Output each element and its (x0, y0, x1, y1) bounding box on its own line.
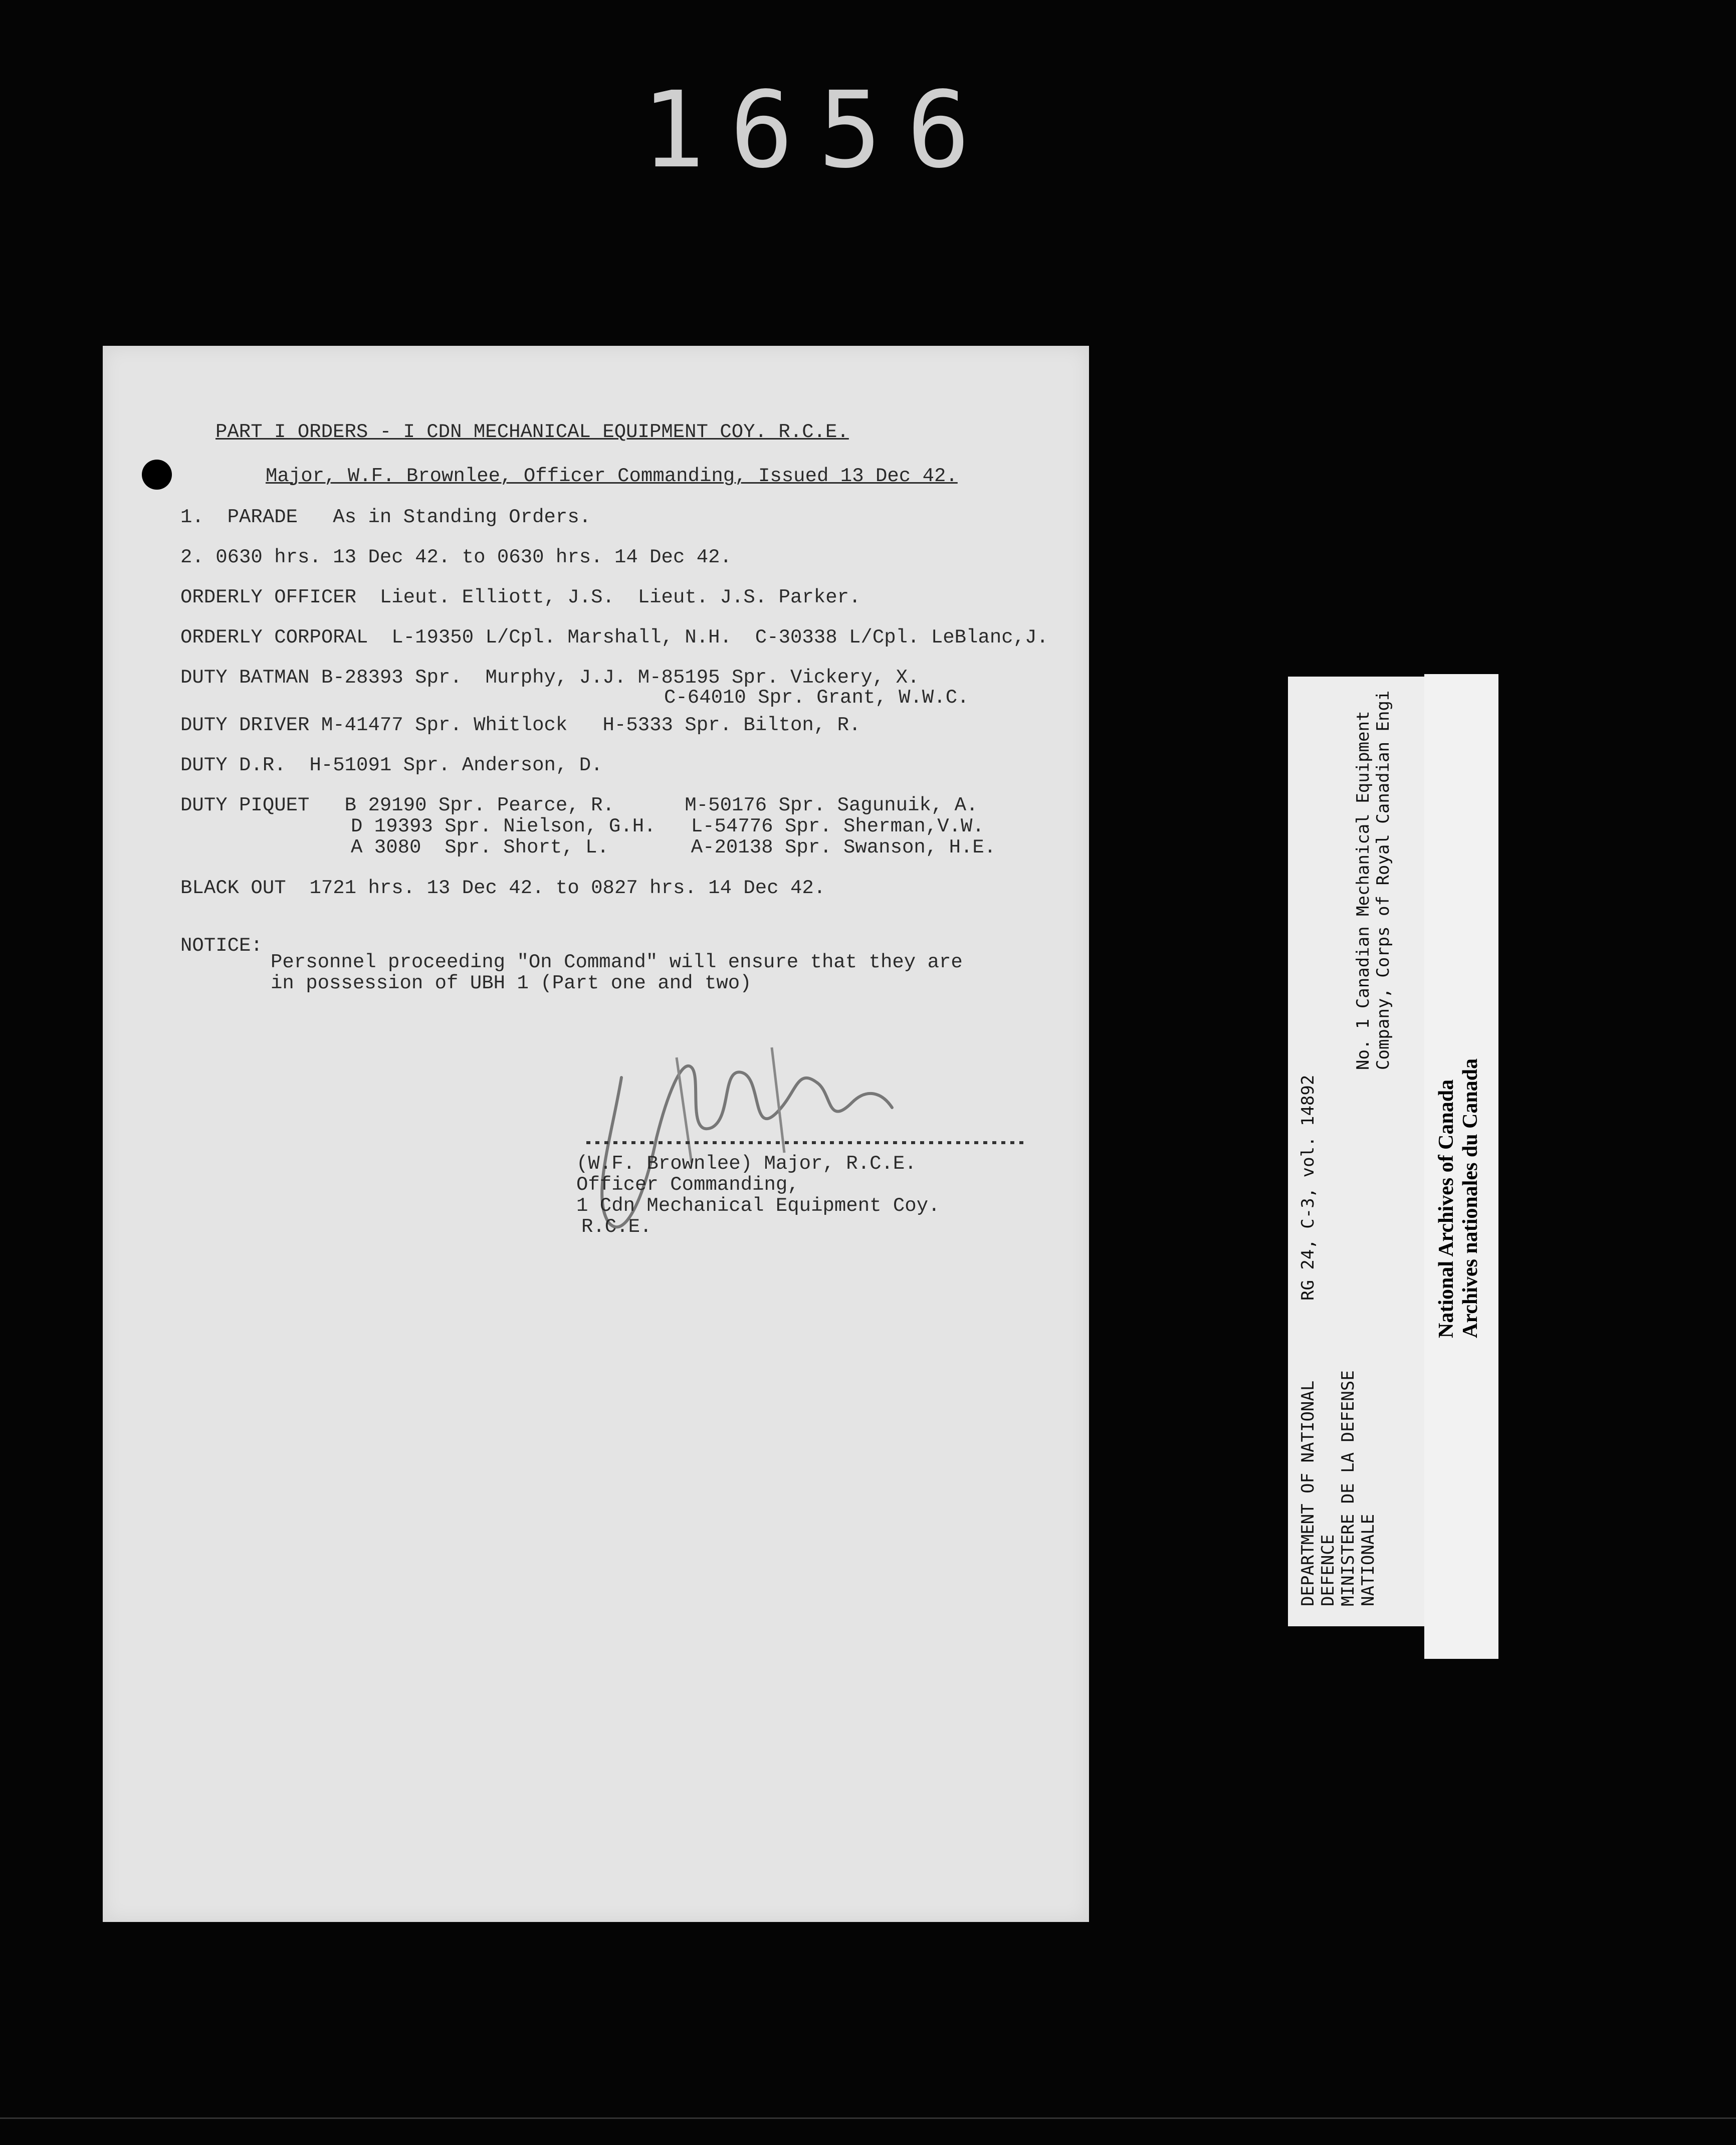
notice-line-1: Personnel proceeding "On Command" will ensure that they are (271, 951, 963, 973)
item-parade: 1. PARADE As in Standing Orders. (180, 506, 591, 528)
duty-batman-second: C-64010 Spr. Grant, W.W.C. (664, 687, 969, 709)
header-line-1: PART I ORDERS - I CDN MECHANICAL EQUIPMENT COY. R.C.E. (215, 421, 849, 443)
header-line-2: Major, W.F. Brownlee, Officer Commanding, Issued 13 Dec 42. (266, 465, 958, 487)
orderly-officer: ORDERLY OFFICER Lieut. Elliott, J.S. Lieut. J.S. Parker. (180, 586, 861, 608)
department-line-4: NATIONALE (1358, 1514, 1378, 1606)
notice-label: NOTICE: (180, 935, 263, 957)
archives-name-en: National Archives of Canada (1435, 1079, 1458, 1338)
department-line-3: MINISTERE DE LA DEFENSE (1338, 1370, 1358, 1606)
duty-driver: DUTY DRIVER M-41477 Spr. Whitlock H-5333 Spr. Bilton, R. (180, 714, 861, 736)
punch-hole (142, 460, 172, 490)
document-page (103, 346, 1089, 1922)
archives-stamp-card (1424, 674, 1498, 1659)
signature-line-4: R.C.E. (581, 1216, 652, 1238)
signature-line-2: Officer Commanding, (576, 1174, 799, 1196)
unit-line-1: No. 1 Canadian Mechanical Equipment (1353, 711, 1373, 1070)
department-line-2: DEFENCE (1318, 1534, 1338, 1606)
signature-dotted-line (586, 1138, 1027, 1148)
orderly-corporal: ORDERLY CORPORAL L-19350 L/Cpl. Marshall, N.H. C-30338 L/Cpl. LeBlanc,J. (180, 626, 1048, 649)
notice-line-2: in possession of UBH 1 (Part one and two) (271, 972, 752, 994)
duty-dr: DUTY D.R. H-51091 Spr. Anderson, D. (180, 754, 603, 776)
blackout: BLACK OUT 1721 hrs. 13 Dec 42. to 0827 hrs. 14 Dec 42. (180, 877, 826, 899)
department-line-1: DEPARTMENT OF NATIONAL (1298, 1380, 1318, 1606)
duty-batman: DUTY BATMAN B-28393 Spr. Murphy, J.J. M-85195 Spr. Vickery, X. (180, 667, 920, 689)
frame-number: 1656 (641, 69, 995, 191)
piquet-line-1: DUTY PIQUET B 29190 Spr. Pearce, R. M-50176 Spr. Sagunuik, A. (180, 794, 978, 816)
signature-line-3: 1 Cdn Mechanical Equipment Coy. (576, 1195, 940, 1217)
piquet-line-3: A 3080 Spr. Short, L. A-20138 Spr. Swanson, H.E. (351, 836, 996, 859)
signature-line-1: (W.F. Brownlee) Major, R.C.E. (576, 1153, 917, 1175)
unit-line-2: Company, Corps of Royal Canadian Engi (1373, 690, 1393, 1070)
archives-name-fr: Archives nationales du Canada (1459, 1058, 1482, 1338)
archive-reference-card (1288, 677, 1431, 1626)
item-duty-period: 2. 0630 hrs. 13 Dec 42. to 0630 hrs. 14 Dec 42. (180, 546, 732, 568)
piquet-line-2: D 19393 Spr. Nielson, G.H. L-54776 Spr. Sherman,V.W. (351, 815, 984, 837)
film-edge-line (0, 2117, 1736, 2119)
reference-number: RG 24, C-3, vol. 14892 (1298, 1075, 1318, 1301)
